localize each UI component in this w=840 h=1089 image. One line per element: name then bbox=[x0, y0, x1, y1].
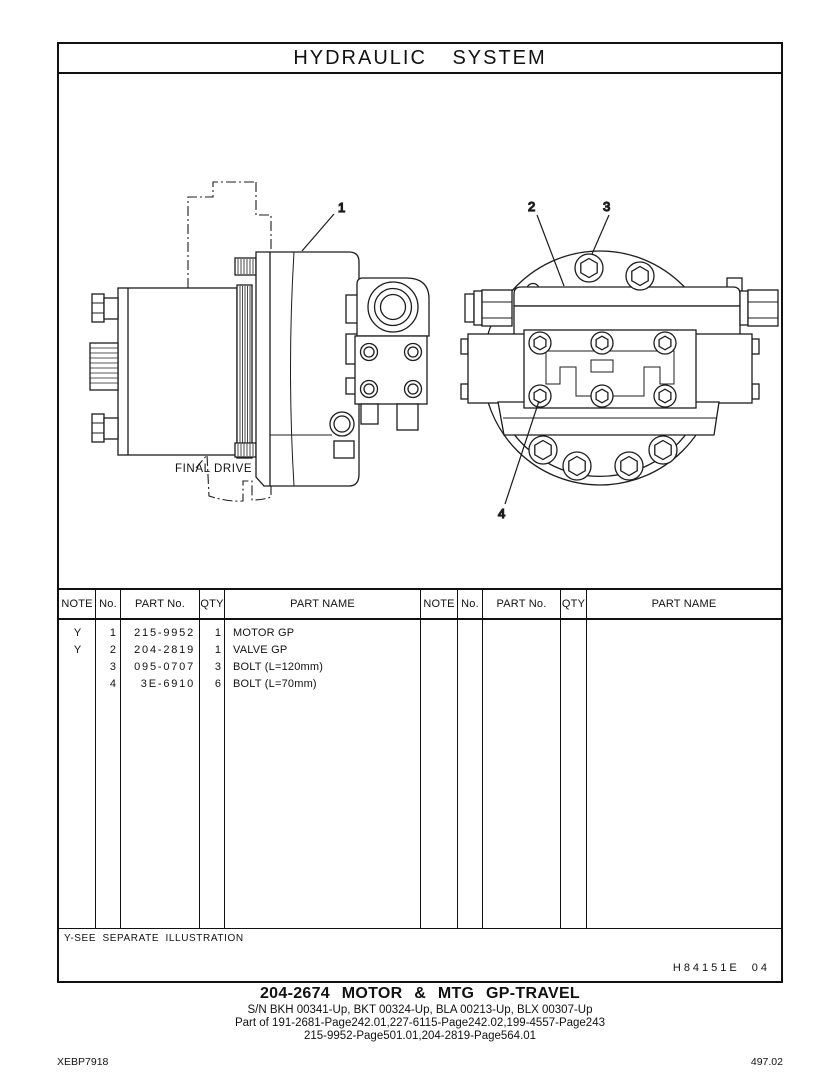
col-header-part-name-2: PART NAME bbox=[651, 598, 717, 610]
right-drawing-end-view bbox=[455, 185, 781, 530]
footnote-text: Y-SEE SEPARATE ILLUSTRATION bbox=[64, 933, 244, 944]
cell-part: 3E-6910 bbox=[140, 678, 195, 690]
cell-no: 4 bbox=[109, 678, 116, 690]
table-row bbox=[59, 625, 421, 642]
cell-part: 215-9952 bbox=[134, 627, 195, 639]
col-header-note-2: NOTE bbox=[421, 590, 458, 618]
cell-name: BOLT (L=70mm) bbox=[233, 678, 317, 690]
valve-manifold bbox=[514, 287, 740, 336]
cell-qty: 1 bbox=[214, 627, 221, 639]
callout-3-leader bbox=[592, 215, 609, 254]
cell-no: 2 bbox=[109, 644, 116, 656]
final-drive-housing bbox=[90, 288, 237, 455]
col-header-note: NOTE bbox=[59, 590, 96, 618]
col-header-part-no: PART No. bbox=[121, 590, 200, 618]
col-header-qty: QTY bbox=[200, 590, 225, 618]
footer-serial-line: S/N BKH 00341-Up, BKT 00324-Up, BLA 00213-Up, BLX 00307-Up bbox=[247, 1004, 593, 1016]
footer-block bbox=[0, 985, 840, 1043]
cell-part: 204-2819 bbox=[134, 644, 195, 656]
left-drawing-side-view bbox=[85, 160, 440, 520]
table-column bbox=[561, 620, 587, 928]
cell-note: Y bbox=[73, 627, 82, 639]
page-title: HYDRAULIC SYSTEM bbox=[59, 44, 781, 74]
callout-4: 4 bbox=[498, 506, 506, 521]
left-hex-fitting bbox=[465, 290, 512, 326]
cell-qty: 3 bbox=[214, 661, 221, 673]
col-header-part-no-2: PART No. bbox=[483, 590, 561, 618]
round-port bbox=[357, 278, 429, 336]
drawing-code: H84151E bbox=[672, 962, 740, 974]
valve-bolt-block bbox=[355, 336, 427, 430]
cell-no: 3 bbox=[109, 661, 116, 673]
form-number: XEBP7918 bbox=[57, 1056, 109, 1068]
col-header-part-name: PART NAME bbox=[225, 590, 421, 618]
drawing-number bbox=[673, 962, 770, 974]
col-header-no-2: No. bbox=[458, 590, 483, 618]
table-row bbox=[59, 659, 421, 676]
cell-name: VALVE GP bbox=[233, 644, 288, 656]
cell-qty: 1 bbox=[214, 644, 221, 656]
spline-band bbox=[235, 258, 256, 458]
drawing-revision: 04 bbox=[751, 962, 770, 974]
table-column bbox=[587, 620, 781, 928]
footnote-area bbox=[59, 929, 781, 981]
table-column bbox=[458, 620, 483, 928]
table-row bbox=[59, 676, 421, 693]
table-column bbox=[483, 620, 561, 928]
callout-1-leader bbox=[302, 214, 334, 251]
cell-no: 1 bbox=[109, 627, 116, 639]
table-header bbox=[59, 588, 781, 620]
page-number: 497.02 bbox=[750, 1056, 783, 1068]
footer-title: 204-2674 MOTOR & MTG GP-TRAVEL bbox=[259, 985, 580, 1002]
callout-1: 1 bbox=[338, 200, 346, 215]
cell-qty: 6 bbox=[214, 678, 221, 690]
content-frame bbox=[57, 42, 783, 983]
callout-2: 2 bbox=[528, 199, 536, 214]
table-column bbox=[421, 620, 458, 928]
footer-part-of-line-2: 215-9952-Page501.01,204-2819-Page564.01 bbox=[303, 1030, 537, 1042]
right-hex-fitting bbox=[740, 290, 778, 326]
cell-note bbox=[59, 659, 96, 676]
cell-note: Y bbox=[73, 644, 82, 656]
cell-name: BOLT (L=120mm) bbox=[233, 661, 324, 673]
cell-part: 095-0707 bbox=[134, 661, 195, 673]
bottom-row bbox=[57, 1056, 783, 1068]
footer-part-of-line-1: Part of 191-2681-Page242.01,227-6115-Page242.02,199-4557-Page243 bbox=[234, 1017, 605, 1029]
callout-3: 3 bbox=[603, 199, 611, 214]
table-rows bbox=[59, 625, 421, 693]
col-header-no: No. bbox=[96, 590, 121, 618]
final-drive-label: FINAL DRIVE bbox=[175, 463, 253, 475]
table-row bbox=[59, 642, 421, 659]
cell-note bbox=[59, 676, 96, 693]
col-header-qty-2: QTY bbox=[561, 590, 587, 618]
cell-name: MOTOR GP bbox=[233, 627, 295, 639]
